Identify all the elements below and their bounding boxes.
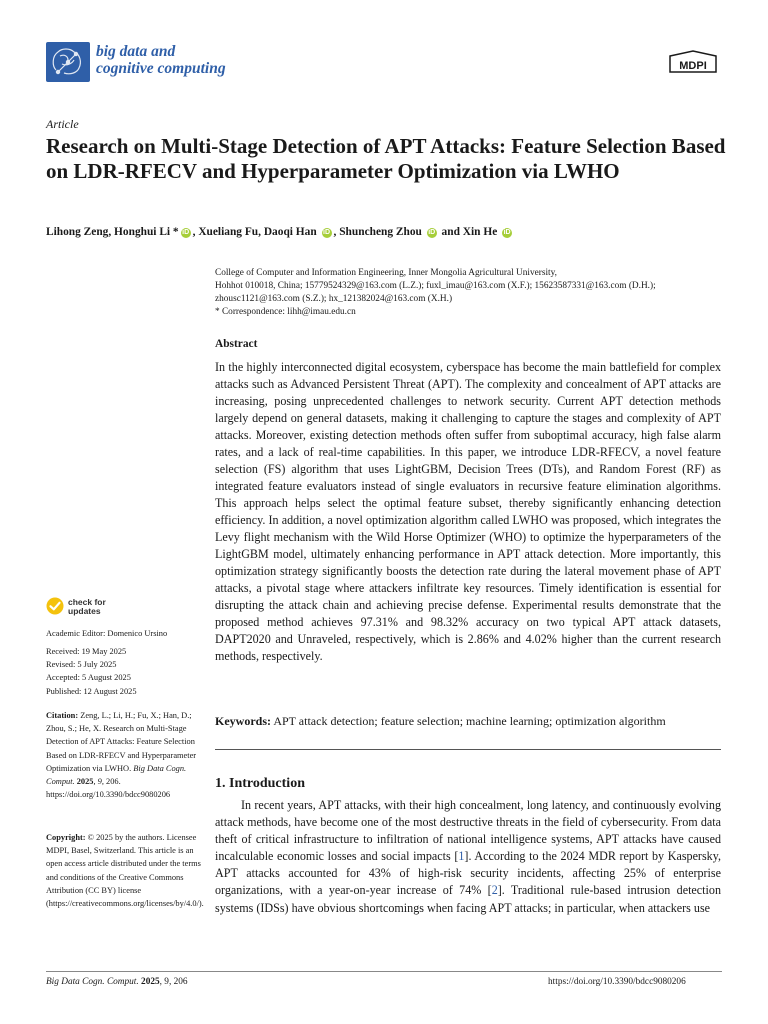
citation-year: 2025: [74, 777, 94, 787]
accepted-date: Accepted: 5 August 2025: [46, 673, 131, 683]
reference-link[interactable]: 2: [491, 883, 498, 898]
check-for-updates-icon: [46, 597, 64, 615]
author-list: [46, 226, 746, 238]
citation-volume: , 9: [93, 777, 102, 787]
footer-volume-page: , 9, 206: [159, 977, 188, 987]
footer-year: 2025: [138, 977, 160, 987]
copyright-label: Copyright:: [46, 833, 86, 842]
received-date: Received: 19 May 2025: [46, 647, 127, 656]
author-group-2: , Xueliang Fu, Daoqi Han: [192, 226, 320, 238]
orcid-icon[interactable]: iD: [323, 229, 331, 236]
keywords-label: Keywords:: [215, 714, 271, 728]
journal-name-line1: big data and: [96, 43, 176, 60]
footer-journal-info: [46, 977, 188, 987]
section-divider: [215, 749, 721, 750]
keywords-text: APT attack detection; feature selection; machine learning; optimization algorithm: [271, 714, 666, 728]
affiliation-emails[interactable]: zhousc1121@163.com (S.Z.); hx_121382024@163.com (X.H.): [215, 294, 453, 304]
revised-date: Revised: 5 July 2025: [46, 660, 117, 670]
affiliation-emails[interactable]: Hohhot 010018, China; 15779524329@163.com (L.Z.); fuxl_imau@163.com (X.F.); 15623587331@163.com (D.H.);: [215, 281, 656, 291]
orcid-icon[interactable]: iD: [503, 229, 511, 236]
intro-text-2: ]. According to the 2024 MDR report by Kaspersky, APT attacks accounted for 43% of high-risk security incidents, affecting 25% of enterprise organizations, with a year-on-year increase of 74% [: [215, 849, 722, 898]
journal-name-line2: cognitive computing: [96, 60, 226, 77]
keywords: [215, 713, 735, 730]
author-group-1: Lihong Zeng, Honghui Li *: [46, 226, 179, 238]
intro-paragraph: [215, 797, 721, 917]
footer-journal: Big Data Cogn. Comput.: [46, 977, 139, 987]
check-updates-line2: updates: [68, 606, 101, 616]
journal-logo-icon: [46, 42, 90, 82]
intro-text-3: ]. Traditional rule-based intrusion detection systems (IDSs) have obvious shortcomings when facing APT attacks; in particular, when attackers use: [215, 883, 721, 915]
orcid-icon[interactable]: iD: [182, 229, 190, 236]
affiliation-line: College of Computer and Information Engineering, Inner Mongolia Agricultural University,: [215, 268, 558, 278]
citation-journal: Big Data Cogn. Comput.: [46, 763, 187, 787]
citation-label: Citation:: [46, 711, 79, 720]
affiliation-block: [215, 267, 735, 319]
publisher-name: MDPI: [679, 60, 707, 72]
academic-editor: Academic Editor: Domenico Ursino: [46, 629, 168, 638]
mdpi-logo[interactable]: [666, 50, 720, 76]
author-group-3: , Shuncheng Zhou: [333, 226, 425, 238]
copyright-text: © 2025 by the authors. Licensee MDPI, Basel, Switzerland. This article is an open access article distributed under the terms and conditions of the Creative Commons Attribution (CC BY) license (https://creativecommons.org/licenses/by/4.0/).: [46, 833, 204, 909]
author-group-4: and Xin He: [438, 226, 501, 238]
citation-doi[interactable]: , 206. https://doi.org/10.3390/bdcc9080206: [46, 777, 171, 800]
paper-title: Research on Multi-Stage Detection of APT Attacks: Feature Selection Based on LDR-RFECV and Hyperparameter Optimization via LWHO: [46, 134, 726, 183]
reference-link[interactable]: 1: [458, 849, 465, 864]
check-updates-line1: check for: [68, 597, 106, 607]
intro-text-1: In recent years, APT attacks, with their high concealment, long latency, and continuously evolving attack methods, have become one of the most destructive threats in the field of cybersecurity. From data theft of critical infrastructure to infiltration of national intelligence systems, APT attacks have caused incalculable economic losses and social impacts [: [215, 798, 721, 864]
abstract-text: In the highly interconnected digital ecosystem, cyberspace has become the main battlefield for complex attacks such as Advanced Persistent Threat (APT). The complexity and concealment of APT attacks are increasing, posing unprecedented challenges to network security. Current APT detection methods largely depend on general datasets, making it challenging to capture the stages and complexity of APT attacks. Moreover, existing detection methods often suffer from suboptimal accuracy, high false alarm rates, and a lack of real-time capabilities. In this paper, we introduce LDR-RFECV, a novel feature selection (FS) algorithm that uses LightGBM, Decision Trees (DTs), and Random Forest (RF) as integrated feature evaluators instead of single evaluators in recursive feature elimination algorithms. This approach helps select the optimal feature subset, thereby significantly enhancing detection efficiency. In addition, a novel optimization algorithm called LWHO was proposed, which integrates the Levy flight mechanism with the Wild Horse Optimizer (WHO) to optimize the hyperparameters of the LightGBM model, ultimately enhancing performance in APT attack detection. More importantly, this optimization strategy significantly boosts the detection rate during the lateral movement phase of APT attacks, a pivotal stage where attackers infiltrate key resources. Timely identification is essential for disrupting the attack chain and achieving precise defense. Experimental results demonstrate that the proposed method achieves 97.31% and 98.32% accuracy on two typical APT attack datasets, DAPT2020 and Unraveled, respectively, which is 2.86% and 4.02% higher than the current research methods, respectively.: [215, 360, 721, 663]
publication-dates: [46, 645, 206, 698]
footer-doi-link[interactable]: https://doi.org/10.3390/bdcc9080206: [548, 977, 686, 987]
correspondence[interactable]: * Correspondence: lihh@imau.edu.cn: [215, 307, 356, 317]
article-type: Article: [46, 117, 79, 131]
journal-name[interactable]: [96, 43, 226, 77]
citation-block: [46, 709, 206, 801]
orcid-icon[interactable]: iD: [428, 229, 436, 236]
published-date: Published: 12 August 2025: [46, 686, 137, 696]
copyright-block: [46, 831, 206, 910]
check-for-updates-button[interactable]: [46, 597, 106, 620]
footer-divider: [46, 971, 722, 972]
citation-text: Zeng, L.; Li, H.; Fu, X.; Han, D.; Zhou, S.; He, X. Research on Multi-Stage Detection of APT Attacks: Feature Selection Based on LDR-RFECV and Hyperparameter Optimization via LWHO.: [46, 711, 197, 773]
section-heading: 1. Introduction: [215, 776, 305, 791]
abstract-heading: Abstract: [215, 338, 258, 350]
